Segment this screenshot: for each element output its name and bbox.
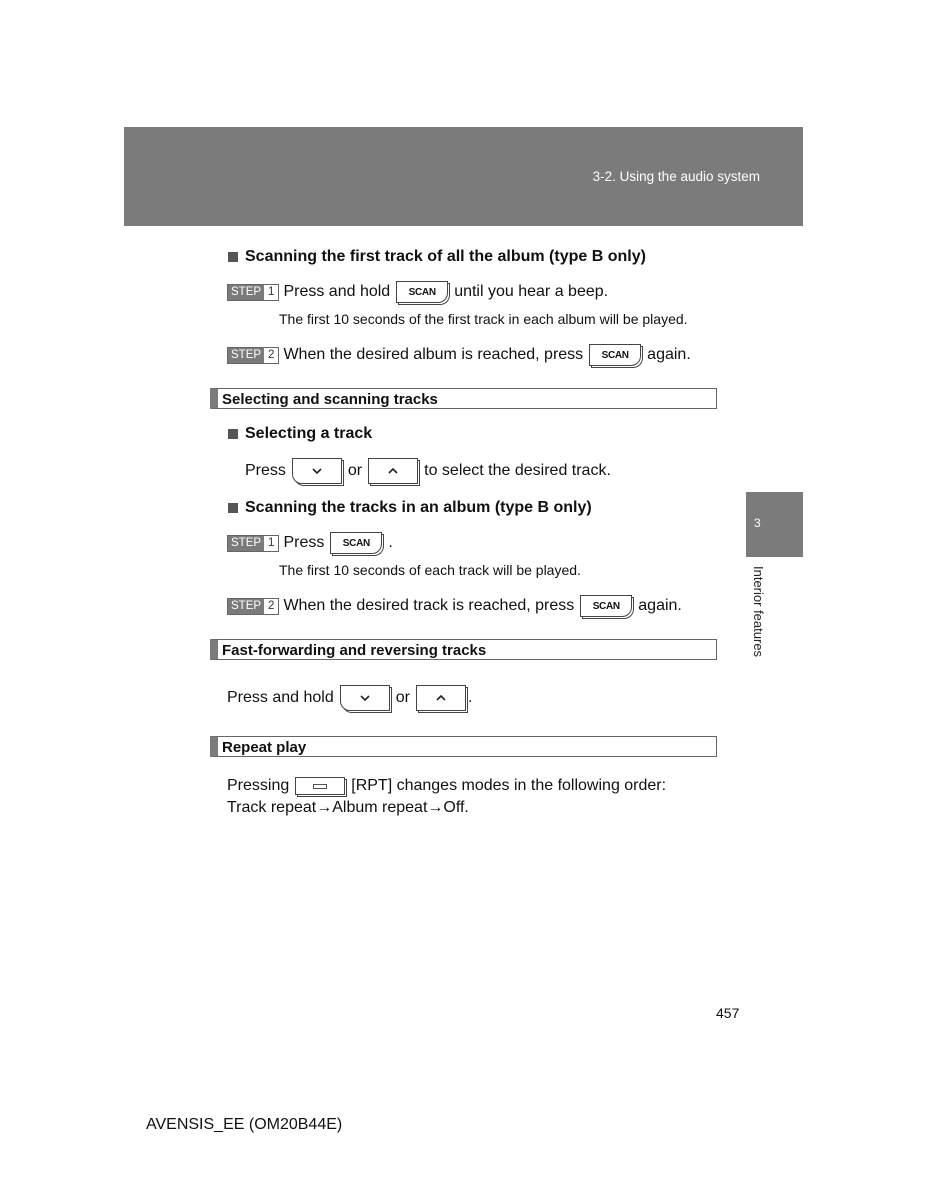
section-fast-forward: Fast-forwarding and reversing tracks bbox=[210, 639, 717, 660]
step-text: Press bbox=[283, 534, 325, 551]
step-text: When the desired track is reached, press bbox=[283, 597, 575, 614]
step-2-line bbox=[227, 342, 691, 368]
step-word: STEP bbox=[228, 285, 264, 300]
repeat-line-1 bbox=[227, 776, 666, 796]
rpt-button-icon bbox=[313, 784, 327, 789]
step-text-after: until you hear a beep. bbox=[454, 283, 609, 300]
note: The first 10 seconds of the first track in each album will be played. bbox=[279, 311, 688, 327]
chevron-down-icon bbox=[359, 693, 371, 703]
rpt-button[interactable] bbox=[295, 777, 345, 795]
chapter-number: 3 bbox=[754, 516, 761, 530]
track-down-button[interactable] bbox=[292, 458, 342, 484]
line-text: Press bbox=[245, 462, 286, 479]
footer-model: AVENSIS_EE (OM20B44E) bbox=[146, 1116, 343, 1133]
step-word: STEP bbox=[228, 536, 264, 551]
subheading-selecting-track bbox=[228, 425, 372, 443]
scan-button[interactable]: SCAN bbox=[589, 344, 641, 366]
track-down-button[interactable] bbox=[340, 685, 390, 711]
track-up-button[interactable] bbox=[416, 685, 466, 711]
square-bullet-icon bbox=[228, 252, 238, 262]
line-text-after: [RPT] changes modes in the following order: bbox=[351, 777, 667, 794]
page-number: 457 bbox=[716, 1005, 740, 1021]
chapter-label: Interior features bbox=[751, 566, 766, 658]
line-text: Press and hold bbox=[227, 689, 334, 706]
step-2-line bbox=[227, 593, 682, 619]
step-text: When the desired album is reached, press bbox=[283, 346, 584, 363]
subheading-text: Scanning the first track of all the album (type B only) bbox=[245, 248, 646, 265]
step-badge bbox=[227, 284, 279, 301]
step-text-after: again. bbox=[647, 346, 691, 363]
header-band bbox=[124, 127, 803, 226]
square-bullet-icon bbox=[228, 429, 238, 439]
track-up-button[interactable] bbox=[368, 458, 418, 484]
repeat-line-2: Track repeat→Album repeat→Off. bbox=[227, 799, 469, 816]
step-text-after: . bbox=[388, 534, 393, 551]
subheading-text: Selecting a track bbox=[245, 425, 373, 442]
section-repeat-play: Repeat play bbox=[210, 736, 717, 757]
line-text-after: to select the desired track. bbox=[424, 462, 611, 479]
step-badge bbox=[227, 347, 279, 364]
or-text: or bbox=[395, 689, 410, 706]
scan-button[interactable]: SCAN bbox=[580, 595, 632, 617]
scan-button[interactable]: SCAN bbox=[396, 281, 448, 303]
square-bullet-icon bbox=[228, 503, 238, 513]
chevron-up-icon bbox=[435, 693, 447, 703]
fast-forward-line bbox=[227, 683, 472, 713]
subheading-text: Scanning the tracks in an album (type B only) bbox=[245, 499, 592, 516]
step-number: 2 bbox=[264, 599, 278, 614]
step-number: 1 bbox=[264, 536, 278, 551]
line-text-after: . bbox=[467, 689, 473, 706]
step-1-line bbox=[227, 279, 608, 305]
step-number: 1 bbox=[264, 285, 278, 300]
chevron-down-icon bbox=[311, 466, 323, 476]
step-number: 2 bbox=[264, 348, 278, 363]
step-1-line bbox=[227, 530, 393, 556]
step-text-after: again. bbox=[638, 597, 682, 614]
note: The first 10 seconds of each track will be played. bbox=[279, 562, 581, 578]
chevron-up-icon bbox=[387, 466, 399, 476]
section-title: 3-2. Using the audio system bbox=[592, 169, 760, 184]
subheading-scan-first-track bbox=[228, 248, 646, 266]
subheading-scan-album bbox=[228, 499, 592, 517]
step-badge bbox=[227, 535, 279, 552]
step-badge bbox=[227, 598, 279, 615]
chapter-tab bbox=[746, 492, 803, 557]
selecting-line bbox=[245, 456, 611, 486]
step-word: STEP bbox=[228, 599, 264, 614]
section-selecting-scanning: Selecting and scanning tracks bbox=[210, 388, 717, 409]
line-text: Pressing bbox=[227, 777, 290, 794]
or-text: or bbox=[347, 462, 363, 479]
step-word: STEP bbox=[228, 348, 264, 363]
step-text: Press and hold bbox=[283, 283, 391, 300]
scan-button[interactable]: SCAN bbox=[330, 532, 382, 554]
